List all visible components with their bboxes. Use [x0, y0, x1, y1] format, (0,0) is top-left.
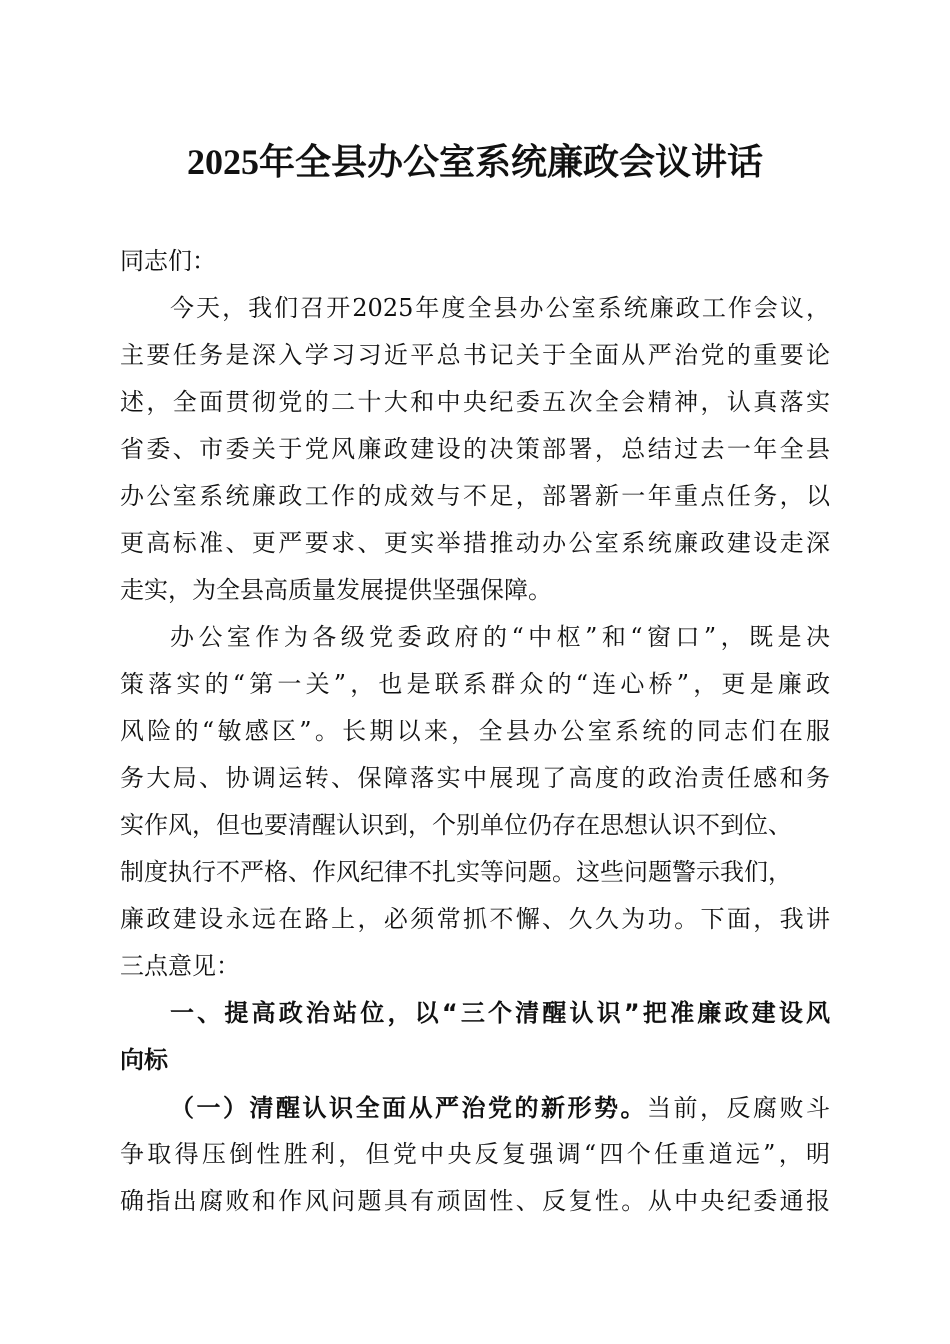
paragraph-line: 策落实的“第一关”，也是联系群众的“连心桥”，更是廉政	[120, 670, 830, 698]
paragraph-line: 务大局、协调运转、保障落实中展现了高度的政治责任感和务	[120, 764, 830, 792]
paragraph-line: 走实，为全县高质量发展提供坚强保障。	[120, 576, 552, 604]
paragraph-line: 办公室作为各级党委政府的“中枢”和“窗口”，既是决	[170, 623, 830, 651]
paragraph-line: 确指出腐败和作风问题具有顽固性、反复性。从中央纪委通报	[120, 1187, 830, 1215]
section-heading: 一、提高政治站位，以“三个清醒认识”把准廉政建设风	[170, 999, 830, 1027]
paragraph-line: 实作风，但也要清醒认识到，个别单位仍存在思想认识不到位、	[120, 811, 792, 839]
subsection-heading: （一）清醒认识全面从严治党的新形势。	[170, 1093, 647, 1122]
paragraph-line: 省委、市委关于党风廉政建设的决策部署，总结过去一年全县	[120, 435, 830, 463]
document-body	[120, 238, 830, 1225]
paragraph-line: 述，全面贯彻党的二十大和中央纪委五次全会精神，认真落实	[120, 388, 830, 416]
subsection-text: 当前，反腐败斗	[647, 1094, 830, 1122]
paragraph-line: 风险的“敏感区”。长期以来，全县办公室系统的同志们在服	[120, 717, 830, 745]
paragraph-line: 三点意见：	[120, 952, 240, 980]
paragraph-line: 制度执行不严格、作风纪律不扎实等问题。这些问题警示我们，	[120, 858, 792, 886]
paragraph-line: 廉政建设永远在路上，必须常抓不懈、久久为功。下面，我讲	[120, 905, 830, 933]
section-heading-continuation: 向标	[120, 1046, 168, 1074]
paragraph-line: 办公室系统廉政工作的成效与不足，部署新一年重点任务，以	[120, 482, 830, 510]
paragraph-line: 更高标准、更严要求、更实举措推动办公室系统廉政建设走深	[120, 529, 830, 557]
paragraph-line: 争取得压倒性胜利，但党中央反复强调“四个任重道远”，明	[120, 1140, 830, 1168]
subsection-line	[120, 1084, 830, 1131]
document-title: 2025年全县办公室系统廉政会议讲话	[186, 142, 763, 182]
salutation: 同志们：	[120, 247, 216, 275]
paragraph-line: 今天，我们召开2025年度全县办公室系统廉政工作会议，	[170, 294, 830, 322]
paragraph-line: 主要任务是深入学习习近平总书记关于全面从严治党的重要论	[120, 341, 830, 369]
